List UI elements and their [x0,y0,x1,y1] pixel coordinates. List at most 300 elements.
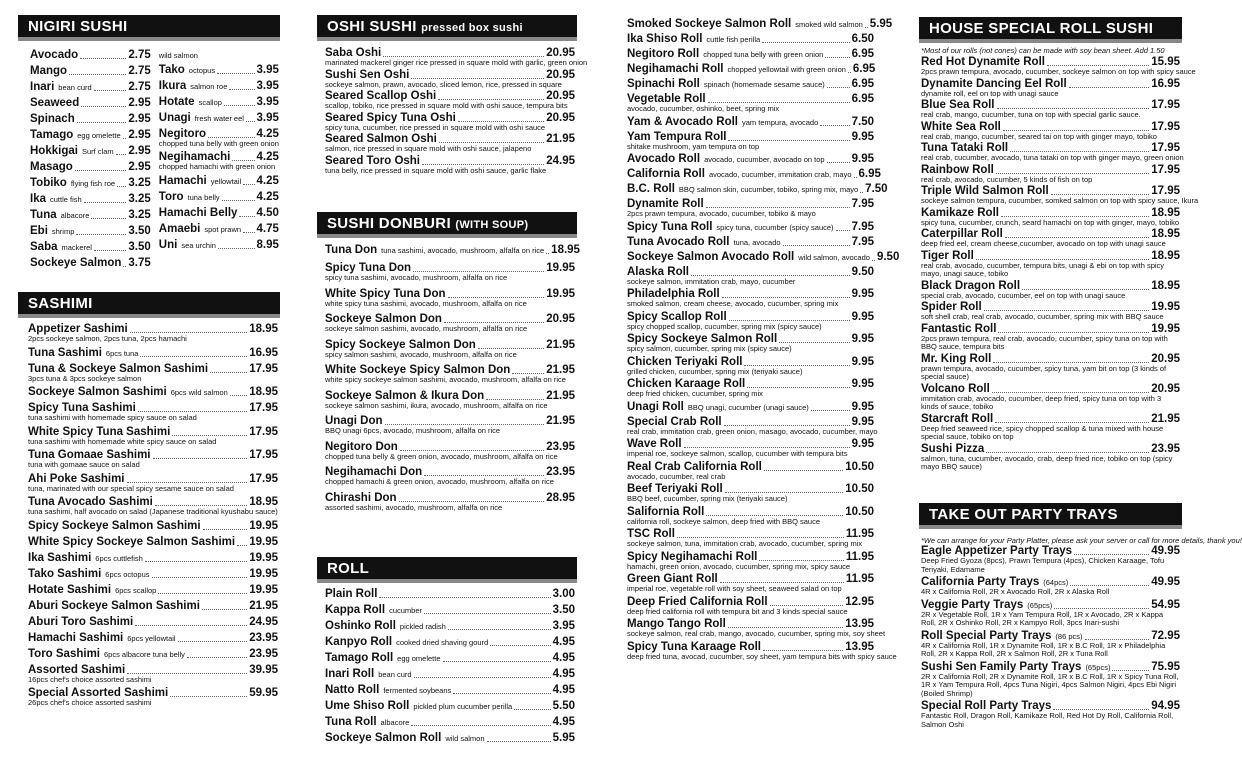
menu-item-price: 20.95 [546,111,575,124]
menu-item-detail: bean curd [58,83,92,92]
menu-item-name: Masago [30,161,73,173]
menu-item-description: Fantastic Roll, Dragon Roll, Kamikaze Roll, Red Hot Dy Roll, California Roll, Salmon Oshi [921,711,1174,729]
menu-item-detail: 6pcs yellowtail [127,633,176,643]
menu-item-description: immitation crab, avocado, cucumber, deep fried, spicy tuna on top with 3 kinds of sauce, tobiko [921,393,1162,411]
oshi-list [323,47,588,175]
menu-item-description: chopped tuna belly & green onion, avocado, mushroom, alfalfa on rice [325,451,558,461]
leader-dots [80,58,126,59]
menu-item-name: Amaebi [158,222,201,235]
menu-item-description: hamachi, green onion, avocado, cucumber, spring mix, spicy sauce [627,561,851,571]
menu-item-name: TSC Roll [627,528,675,540]
leader-dots [744,365,849,366]
leader-dots [724,425,850,426]
menu-item-description: sockeye salmon, tuna, immitation crab, avocado, cucumber, spring mix [627,539,863,548]
menu-item-price: 49.95 [1151,576,1180,588]
menu-item [28,347,278,360]
menu-item-price: 6.95 [851,78,874,90]
menu-item-detail: tuna, avocado [733,237,781,247]
leader-dots [413,271,544,272]
menu-item-name: Ika [30,193,46,205]
menu-item-price: 21.95 [546,389,575,402]
menu-item [325,339,575,360]
menu-item-price: 7.95 [851,198,874,210]
menu-item-price: 18.95 [1151,206,1180,219]
menu-item-row [325,652,575,665]
section-title: ROLL [327,560,370,577]
menu-item-detail: cuttle fish [50,195,82,204]
menu-item-row [627,401,874,414]
menu-item-row [28,584,278,597]
menu-item-detail: cooked dried shaving gourd [396,638,489,647]
menu-item [28,449,278,470]
leader-dots [411,725,550,726]
menu-item-name: Seared Toro Oshi [325,154,421,167]
menu-item-row [30,97,151,110]
house-special-header [919,17,1182,43]
menu-item [627,640,897,662]
menu-item [159,112,279,125]
menu-item-detail: smoked wild salmon [795,20,863,29]
menu-item-price: 3.00 [552,588,575,600]
house-special-list [919,56,1199,472]
leader-dots [997,108,1150,109]
leader-dots [84,202,127,203]
menu-item-name: Tako Sashimi [28,567,102,580]
menu-item [28,323,278,344]
menu-item [30,193,151,206]
menu-item-price: 11.95 [845,573,874,585]
menu-item-detail: scallop [198,97,222,107]
menu-item-name: Sushi Sen Family Party Trays [921,660,1082,673]
menu-item-price: 7.95 [851,220,874,233]
menu-item-description: 4R x California Roll, 1R x Dynamite Roll, 1R x B.C Roll, 1R x Philadelphia Roll, 2R x Kappa Roll, 2R x Salmon Roll, 2R x Tuna Roll [921,640,1166,658]
menu-item-name: Hamachi Belly [158,206,238,219]
menu-item-name: Spicy Scallop Roll [627,310,727,323]
menu-item-row [28,386,278,399]
menu-item-price: 11.95 [845,550,874,563]
menu-item-price: 17.95 [1151,185,1180,197]
menu-item [921,353,1180,382]
menu-item-row [627,153,874,166]
leader-dots [140,356,247,357]
leader-dots [1074,554,1149,555]
menu-item [28,552,278,565]
leader-dots [443,661,551,662]
menu-item-price: 9.95 [851,288,874,300]
menu-item-name: Dynamite Roll [627,198,704,210]
menu-item-description: deep fried california roll with tempura bit and 3 kinds special sauce [627,606,848,616]
menu-item [159,52,279,61]
menu-item-name: Plain Roll [325,588,378,600]
menu-item-price: 23.95 [546,466,575,478]
menu-item-name: Blue Sea Roll [921,99,995,111]
leader-dots [706,207,850,208]
menu-item-price: 4.50 [256,206,279,219]
menu-item-price: 6.95 [858,168,881,180]
menu-item-row [30,81,151,94]
donburi-list [323,244,580,517]
menu-item-name: Hamachi Sashimi [28,631,124,644]
menu-item-price: 9.95 [851,378,874,390]
menu-item [30,81,151,94]
menu-item-detail: egg omelette [397,654,441,663]
menu-item [325,47,588,68]
menu-item-row [627,250,900,264]
menu-item-price: 3.95 [256,111,279,124]
menu-item-price: 17.95 [249,362,278,375]
menu-item-price: 3.50 [552,604,575,616]
menu-item-name: Tuna [30,209,57,221]
menu-item-name: Ika Sashimi [28,551,92,564]
leader-dots [996,173,1149,174]
leader-dots [202,609,247,610]
menu-item-name: Spinach [30,113,75,125]
menu-item-price: 49.95 [1151,545,1180,557]
menu-item-price: 19.95 [546,287,575,300]
menu-item-description: california roll, sockeye salmon, deep fried with BBQ sauce [627,516,821,526]
menu-item-detail: cucumber [389,606,422,615]
menu-item-row [30,161,151,174]
menu-item-price: 18.95 [1151,249,1180,262]
menu-item-name: Toro Sashimi [28,647,100,660]
menu-item-name: Tuna & Sockeye Salmon Sashimi [28,362,209,375]
menu-item-row [28,600,278,613]
menu-item-detail: fermented soybeans [383,686,452,695]
menu-item-description: smoked salmon, cream cheese, avocado, cucumber, spring mix [627,299,839,308]
menu-item-price: 59.95 [249,687,278,699]
menu-item [921,121,1180,142]
menu-item-detail: tuna belly [187,192,220,202]
leader-dots [243,232,254,233]
menu-item-row [28,568,278,581]
menu-item-description: deep fried tuna, avocad, cucumber, soy sheet, yam tempura bits with spicy sauce [627,651,897,661]
menu-item [325,313,575,334]
leader-dots [152,577,248,578]
menu-item-price: 21.95 [1151,412,1180,425]
leader-dots [145,561,247,562]
menu-item-price: 13.95 [845,640,874,653]
leader-dots [512,373,544,374]
menu-item-detail: bean curd [378,670,412,679]
menu-item-description: BBQ unagi 6pcs, avocado, mushroom, alfalfa on rice [325,426,501,435]
menu-item [921,700,1180,729]
leader-dots [69,74,126,75]
leader-dots [763,650,843,651]
menu-item-name: Saba Oshi [325,47,382,59]
menu-item [325,684,575,697]
menu-item [627,483,874,504]
menu-item-name: Hotate [158,95,195,108]
menu-item-price: 4.95 [552,652,575,664]
menu-item [627,93,874,114]
leader-dots [210,372,247,373]
menu-item-price: 24.95 [249,615,278,628]
leader-dots [827,162,850,163]
menu-item-price: 9.50 [851,265,874,278]
menu-item [325,244,580,257]
menu-item-price: 3.95 [256,63,279,76]
menu-item-price: 18.95 [249,386,278,398]
menu-item-price: 9.95 [851,400,874,413]
menu-item-row [159,112,279,125]
menu-item-name: Vegetable Roll [627,93,706,105]
menu-item [627,131,874,152]
menu-item-price: 17.95 [1151,99,1180,111]
menu-item-description: real crab, avocado, cucumber, tempura bits, unagi & ebi on top with spicy mayo, unagi sauce, tobiko [921,260,1165,278]
menu-item-name: Saba [30,241,58,253]
leader-dots [117,186,126,187]
menu-item-detail: fresh water eel [194,113,244,123]
leader-dots [770,605,844,606]
menu-item-name: Spicy Tuna Sashimi [28,402,136,414]
menu-item-row [159,191,279,204]
menu-item-description: tuna, marinated with our special spicy sesame sauce on salad [28,483,234,493]
menu-item [30,129,151,142]
menu-item-name: Red Hot Dynamite Roll [921,56,1045,68]
leader-dots [1053,709,1149,710]
leader-dots [222,200,255,201]
leader-dots [993,362,1149,363]
menu-item-price: 4.25 [256,174,279,187]
leader-dots [546,253,549,254]
menu-item [325,364,575,385]
menu-item-detail: albacore [380,718,410,727]
leader-dots [1047,65,1149,66]
leader-dots [811,410,850,411]
menu-item-price: 19.95 [249,567,278,580]
menu-item-name: Tamago [30,129,74,141]
menu-item-description: 16pcs chef's choice assorted sashimi [28,674,152,684]
menu-item-row [30,113,151,126]
menu-item-name: Hamachi [158,174,207,187]
menu-item-name: White Sea Roll [921,120,1001,133]
menu-item-description: sockeye salmon sashimi, avocado, mushroom, alfalfa on rice [325,324,528,333]
menu-item-row [325,732,575,745]
roll-header [317,557,577,583]
leader-dots [379,597,550,598]
menu-item-name: Alaska Roll [627,265,689,278]
menu-item-price: 6.50 [851,33,874,45]
menu-item [325,390,575,411]
menu-item [325,636,575,649]
menu-item-detail: 6pcs octopus [105,569,150,579]
menu-item [325,288,575,309]
menu-item-name: Special Roll Party Trays [921,700,1052,712]
menu-item-row [30,49,151,62]
menu-item-price: 23.95 [249,647,278,660]
menu-item-detail: wild salmon, avocado [798,252,870,262]
menu-item-detail: 6pcs scallop [115,585,157,595]
menu-item-row [159,175,279,188]
column-2 [317,0,588,776]
leader-dots [984,310,1150,311]
leader-dots [729,320,850,321]
menu-item-price: 2.75 [128,49,151,61]
menu-item [325,700,575,713]
menu-item-description: 26pcs chef's choice assorted sashimi [28,698,152,707]
menu-item-detail: (65pcs) [1085,662,1111,672]
menu-item-price: 20.95 [546,68,575,81]
menu-item-detail: BBQ salmon skin, cucumber, tobiko, spring mix, mayo [678,185,859,194]
menu-item-row [30,177,151,190]
menu-item-name: Spider Roll [921,301,982,313]
menu-item-name: Assorted Sashimi [28,663,126,676]
section-title: NIGIRI SUSHI [28,18,128,35]
menu-item-name: Rainbow Roll [921,163,994,176]
menu-item-name: Salifornia Roll [627,505,705,518]
menu-item-name: Fantastic Roll [921,322,997,335]
menu-item-description: grilled chicken, cucumber, spring mix (teriyaki sauce) [627,366,803,376]
menu-item-description: scallop, tobiko, rice pressed in square mold with oshi sauce, tempura bits [325,101,568,110]
leader-dots [158,593,247,594]
menu-item-detail: spot prawn [204,224,242,234]
leader-dots [76,234,126,235]
leader-dots [178,641,248,642]
menu-item-row [30,193,151,206]
menu-item-description: sockeye salmon sashimi, ikura, avocado, mushroom, alfalfa on rice [325,400,548,410]
menu-item [921,164,1180,185]
menu-item [30,209,151,222]
menu-item-row [159,223,279,236]
menu-item-name: Real Crab California Roll [627,460,762,473]
menu-item [159,96,279,109]
menu-item-price: 10.50 [845,483,874,495]
party-list [919,545,1182,731]
menu-item-detail: (65pcs) [1027,600,1053,610]
menu-item [28,632,278,645]
menu-item-name: Beef Teriyaki Roll [627,483,723,495]
menu-item [325,668,575,681]
menu-item-detail: avocado, cucumber, avocado on top [704,155,825,164]
menu-item-detail: chopped yellowtail with green onion [727,65,846,74]
section-subtitle: (WITH SOUP) [455,219,529,231]
menu-item [627,183,888,196]
section-title: SASHIMI [28,295,93,312]
leader-dots [453,693,550,694]
menu-item [921,323,1180,352]
leader-dots [224,105,255,106]
sashimi-header [18,292,280,318]
menu-item-name: Chirashi Don [325,491,397,504]
menu-item [627,415,878,437]
menu-item [28,520,278,533]
menu-item [325,652,575,665]
menu-item [627,528,874,549]
menu-item [921,280,1180,301]
leader-dots [448,629,551,630]
menu-item-name: Sockeye Salmon Avocado Roll [627,250,795,263]
menu-item-price: 23.95 [546,440,575,453]
menu-item-price: 5.95 [552,732,575,744]
menu-item-price: 17.95 [1151,163,1180,176]
leader-dots [135,625,247,626]
menu-item-name: Seaweed [30,97,80,109]
leader-dots [444,322,544,323]
leader-dots [722,297,850,298]
menu-item [627,48,874,61]
menu-item-name: Appetizer Sashimi [28,323,128,335]
leader-dots [759,560,843,561]
menu-item-description: 3pcs tuna & 3pcs sockeye salmon [28,373,142,383]
menu-item-price: 23.95 [249,631,278,644]
menu-item-description: spicy tuna, cucumber, rice pressed in square mold with oshi sauce [325,122,546,132]
leader-dots [783,245,850,246]
menu-item-description: tuna with gomaae sauce on salad [28,460,140,469]
menu-item-name: Yam & Avocado Roll [627,115,738,128]
menu-item-name: Philadelphia Roll [627,288,720,300]
column-1 [18,0,280,776]
menu-item [627,153,874,166]
menu-item [28,536,278,549]
menu-item [921,443,1180,472]
menu-item-price: 9.95 [851,153,874,165]
menu-item-price: 9.95 [851,355,874,368]
menu-item [627,596,874,617]
menu-item-detail: spinach (homemade sesame sauce) [703,80,825,89]
menu-item-name: Mango [30,65,68,77]
menu-item-row [159,80,279,93]
menu-item-row [325,636,575,649]
menu-item-description: chopped tuna belly with green onion [158,138,279,148]
menu-item-name: B.C. Roll [627,183,675,195]
menu-item [627,18,893,31]
menu-item [627,288,874,309]
menu-item-name: Uni [158,238,178,251]
menu-item-price: 9.95 [851,310,874,323]
leader-dots [848,72,851,73]
menu-item-name: Smoked Sockeye Salmon Roll [627,18,792,30]
menu-item-name: Aburi Toro Sashimi [28,615,134,628]
menu-item-price: 3.25 [128,177,151,189]
menu-item [30,177,151,190]
menu-item-description: chopped hamachi with green onion [158,162,276,171]
menu-item [627,333,874,354]
menu-item-row [627,236,874,249]
menu-item [30,97,151,110]
menu-item-name: Dynamite Dancing Eel Roll [921,77,1067,90]
menu-item-name: Ahi Poke Sashimi [28,472,125,485]
menu-item-price: 2.75 [128,65,151,77]
leader-dots [708,102,850,103]
leader-dots [170,696,247,697]
menu-item [30,49,151,62]
menu-item [325,716,575,729]
menu-item-detail: 6pcs tuna [105,348,139,358]
menu-item-row [325,620,575,633]
menu-item-name: Tuna Roll [325,716,377,728]
menu-item-name: Veggie Party Trays [921,598,1024,611]
menu-item-price: 4.25 [256,151,279,163]
menu-item-name: Negitoro Don [325,440,398,453]
menu-item [627,438,874,459]
leader-dots [514,709,550,710]
menu-item-name: White Spicy Sockeye Salmon Sashimi [28,535,236,548]
menu-item-detail: mackerel [61,243,92,252]
menu-item-row [325,588,575,601]
menu-item-detail: (86 pcs) [1055,631,1083,641]
leader-dots [836,230,850,231]
menu-item-price: 18.95 [249,323,278,335]
leader-dots [127,482,248,483]
menu-item-name: California Party Trays [921,576,1040,588]
menu-item-description: BBQ beef, cucumber, spring mix (teriyaki sauce) [627,494,788,503]
menu-item-row [627,18,893,31]
menu-item [921,228,1180,249]
menu-item [30,225,151,238]
leader-dots [232,160,254,161]
menu-item-price: 9.50 [876,250,900,263]
menu-item-description: avocado, cucumber, real crab [627,471,726,481]
